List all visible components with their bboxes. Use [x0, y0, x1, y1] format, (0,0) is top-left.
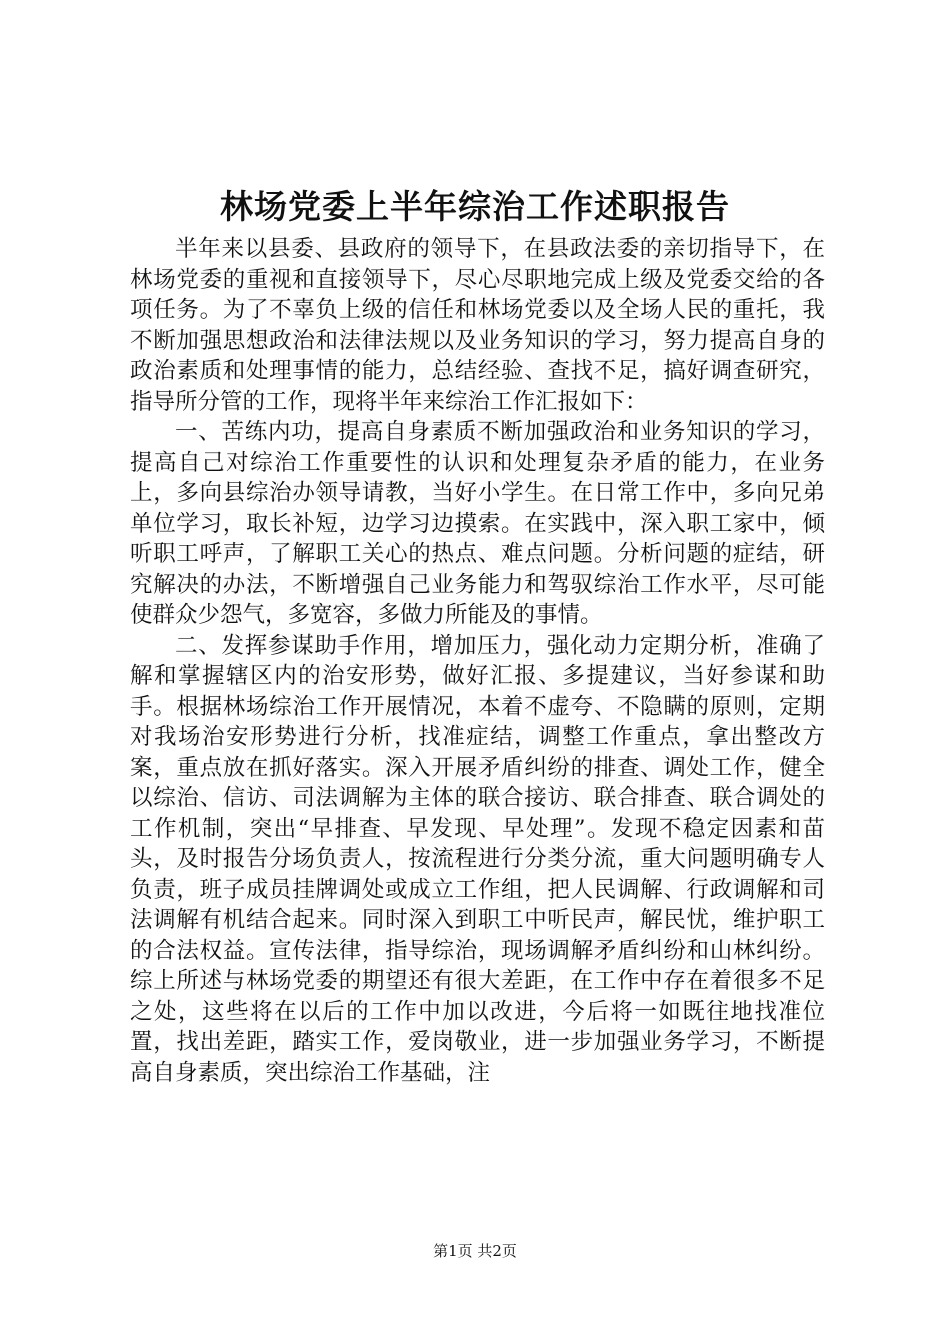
paragraph-section-two: 二、发挥参谋助手作用，增加压力，强化动力定期分析，准确了解和掌握辖区内的治安形势，做好汇报、多提建议，当好参谋和助手。根据林场综治工作开展情况，本着不虚夸、不隐瞒的原则，定期对我场治安形势进行分析，找准症结，调整工作重点，拿出整改方案，重点放在抓好落实。深入开展矛盾纠纷的排查、调处工作，健全以综治、信访、司法调解为主体的联合接访、联合排查、联合调处的工作机制，突出“早排查、早发现、早处理”。发现不稳定因素和苗头，及时报告分场负责人，按流程进行分类分流，重大问题明确专人负责，班子成员挂牌调处或成立工作组，把人民调解、行政调解和司法调解有机结合起来。同时深入到职工中听民声，解民忧，维护职工的合法权益。宣传法律，指导综治，现场调解矛盾纠纷和山林纠纷。综上所述与林场党委的期望还有很大差距，在工作中存在着很多不足之处，这些将在以后的工作中加以改进，今后将一如既往地找准位置，找出差距，踏实工作，爱岗敬业，进一步加强业务学习，不断提高自身素质，突出综治工作基础，注	[130, 632, 825, 1086]
paragraph-section-one: 一、苦练内功，提高自身素质不断加强政治和业务知识的学习，提高自己对综治工作重要性的认识和处理复杂矛盾的能力，在业务上，多向县综治办领导请教，当好小学生。在日常工作中，多向兄弟单位学习，取长补短，边学习边摸索。在实践中，深入职工家中，倾听职工呼声，了解职工关心的热点、难点问题。分析问题的症结，研究解决的办法，不断增强自己业务能力和驾驭综治工作水平，尽可能使群众少怨气，多宽容，多做力所能及的事情。	[130, 419, 825, 628]
document-title: 林场党委上半年综治工作述职报告	[220, 187, 730, 226]
paragraph-intro: 半年来以县委、县政府的领导下，在县政法委的亲切指导下，在林场党委的重视和直接领导下，尽心尽职地完成上级及党委交给的各项任务。为了不辜负上级的信任和林场党委以及全场人民的重托，我不断加强思想政治和法律法规以及业务知识的学习，努力提高自身的政治素质和处理事情的能力，总结经验、查找不足，搞好调查研究，指导所分管的工作，现将半年来综治工作汇报如下：	[130, 236, 825, 415]
page-number-footer: 第1页 共2页	[433, 1242, 517, 1260]
document-body	[130, 234, 825, 1088]
